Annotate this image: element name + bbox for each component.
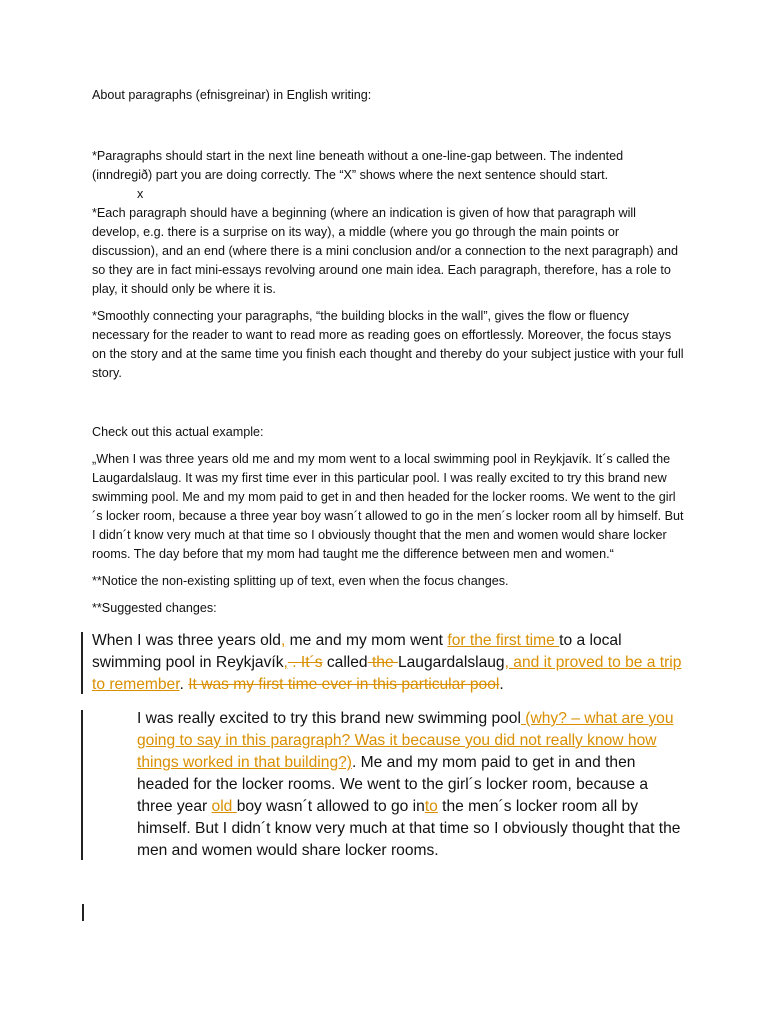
example-note: **Notice the non-existing splitting up of text, even when the focus changes. (92, 574, 509, 588)
suggested-changes-label: **Suggested changes: (92, 601, 217, 615)
insertion[interactable]: (why? – what are you going to say in this paragraph? Was it because you did not really know how things worked in that building?) (137, 710, 674, 771)
change-bar (81, 710, 83, 860)
revised-paragraph-1 (92, 630, 684, 696)
insertion[interactable]: to (424, 798, 438, 815)
text-run: . Me and my mom paid to get in and then headed for the locker rooms. We went to the girl´s locker room, because a three year (137, 754, 649, 815)
insertion[interactable]: , and it proved to be a trip to remember (92, 654, 682, 693)
deletion[interactable]: . It´s (287, 654, 323, 671)
revised-paragraph-2 (92, 708, 684, 862)
text-run: me and my mom went (285, 632, 448, 649)
change-bar (81, 632, 83, 694)
text-run: . (179, 676, 189, 693)
document-heading: About paragraphs (efnisgreinar) in English writing: (92, 88, 372, 102)
rule-paragraph-gap: *Paragraphs should start in the next line beneath without a one-line-gap between. The indented (inndregið) part you are doing correctly. The “X” shows where the next sentence should start. (92, 149, 624, 182)
text-run: called (322, 654, 368, 671)
rule-paragraph-connection: *Smoothly connecting your paragraphs, “the building blocks in the wall”, gives the flow or fluency necessary for the reader to want to read more as reading goes on effortlessly. Moreover, the focus stays on the story and at the same time you finish each thought and thereby do your subject justice with your full story. (92, 309, 684, 380)
suggested-change-para-1[interactable] (92, 630, 684, 696)
example-quote: „When I was three years old me and my mom went to a local swimming pool in Reykjavík. It´s called the Laugardalslaug. It was my first time ever in this particular pool. I was really excited to try this brand new swimming pool. Me and my mom paid to get in and then headed for the locker rooms. We went to the girl´s locker room, because a three year boy wasn´t allowed to go in the men´s locker room all by himself. But I didn´t know very much at that time so I obviously thought that the men and women would share locker rooms. The day before that my mom had taught me the difference between men and women.“ (92, 452, 684, 561)
text-run: . (499, 676, 504, 693)
change-bar-cursor (82, 904, 84, 921)
deletion[interactable]: the (367, 654, 398, 671)
text-run: boy wasn´t allowed to go in (236, 798, 425, 815)
insertion[interactable]: , (283, 654, 288, 671)
example-intro: Check out this actual example: (92, 425, 264, 439)
text-run: Laugardalslaug (397, 654, 505, 671)
text-run: the men´s locker room all by himself. But I didn´t know very much at that time so I obviously thought that the men and women would share locker rooms. (137, 798, 681, 859)
insertion[interactable]: for the first time (447, 632, 560, 649)
suggested-change-para-2[interactable] (92, 708, 684, 862)
text-run: When I was three years old (92, 632, 281, 649)
deletion[interactable]: It was my first time ever in this particular pool (188, 676, 500, 693)
text-run: to a local swimming pool in Reykjavík (92, 632, 622, 671)
insertion[interactable]: , (280, 632, 286, 649)
document-page (92, 86, 684, 862)
insertion[interactable]: old (211, 798, 237, 815)
text-run: I was really excited to try this brand new swimming pool (137, 710, 521, 727)
x-marker: x (137, 187, 144, 201)
rule-paragraph-structure: *Each paragraph should have a beginning (where an indication is given of how that paragraph will develop, e.g. there is a surprise on its way), a middle (where you go through the main points or discussion), and an end (where there is a mini conclusion and/or a connection to the next paragraph) and so they are in fact mini-essays revolving around one main idea. Each paragraph, therefore, has a role to play, it should only be where it is. (92, 206, 678, 296)
